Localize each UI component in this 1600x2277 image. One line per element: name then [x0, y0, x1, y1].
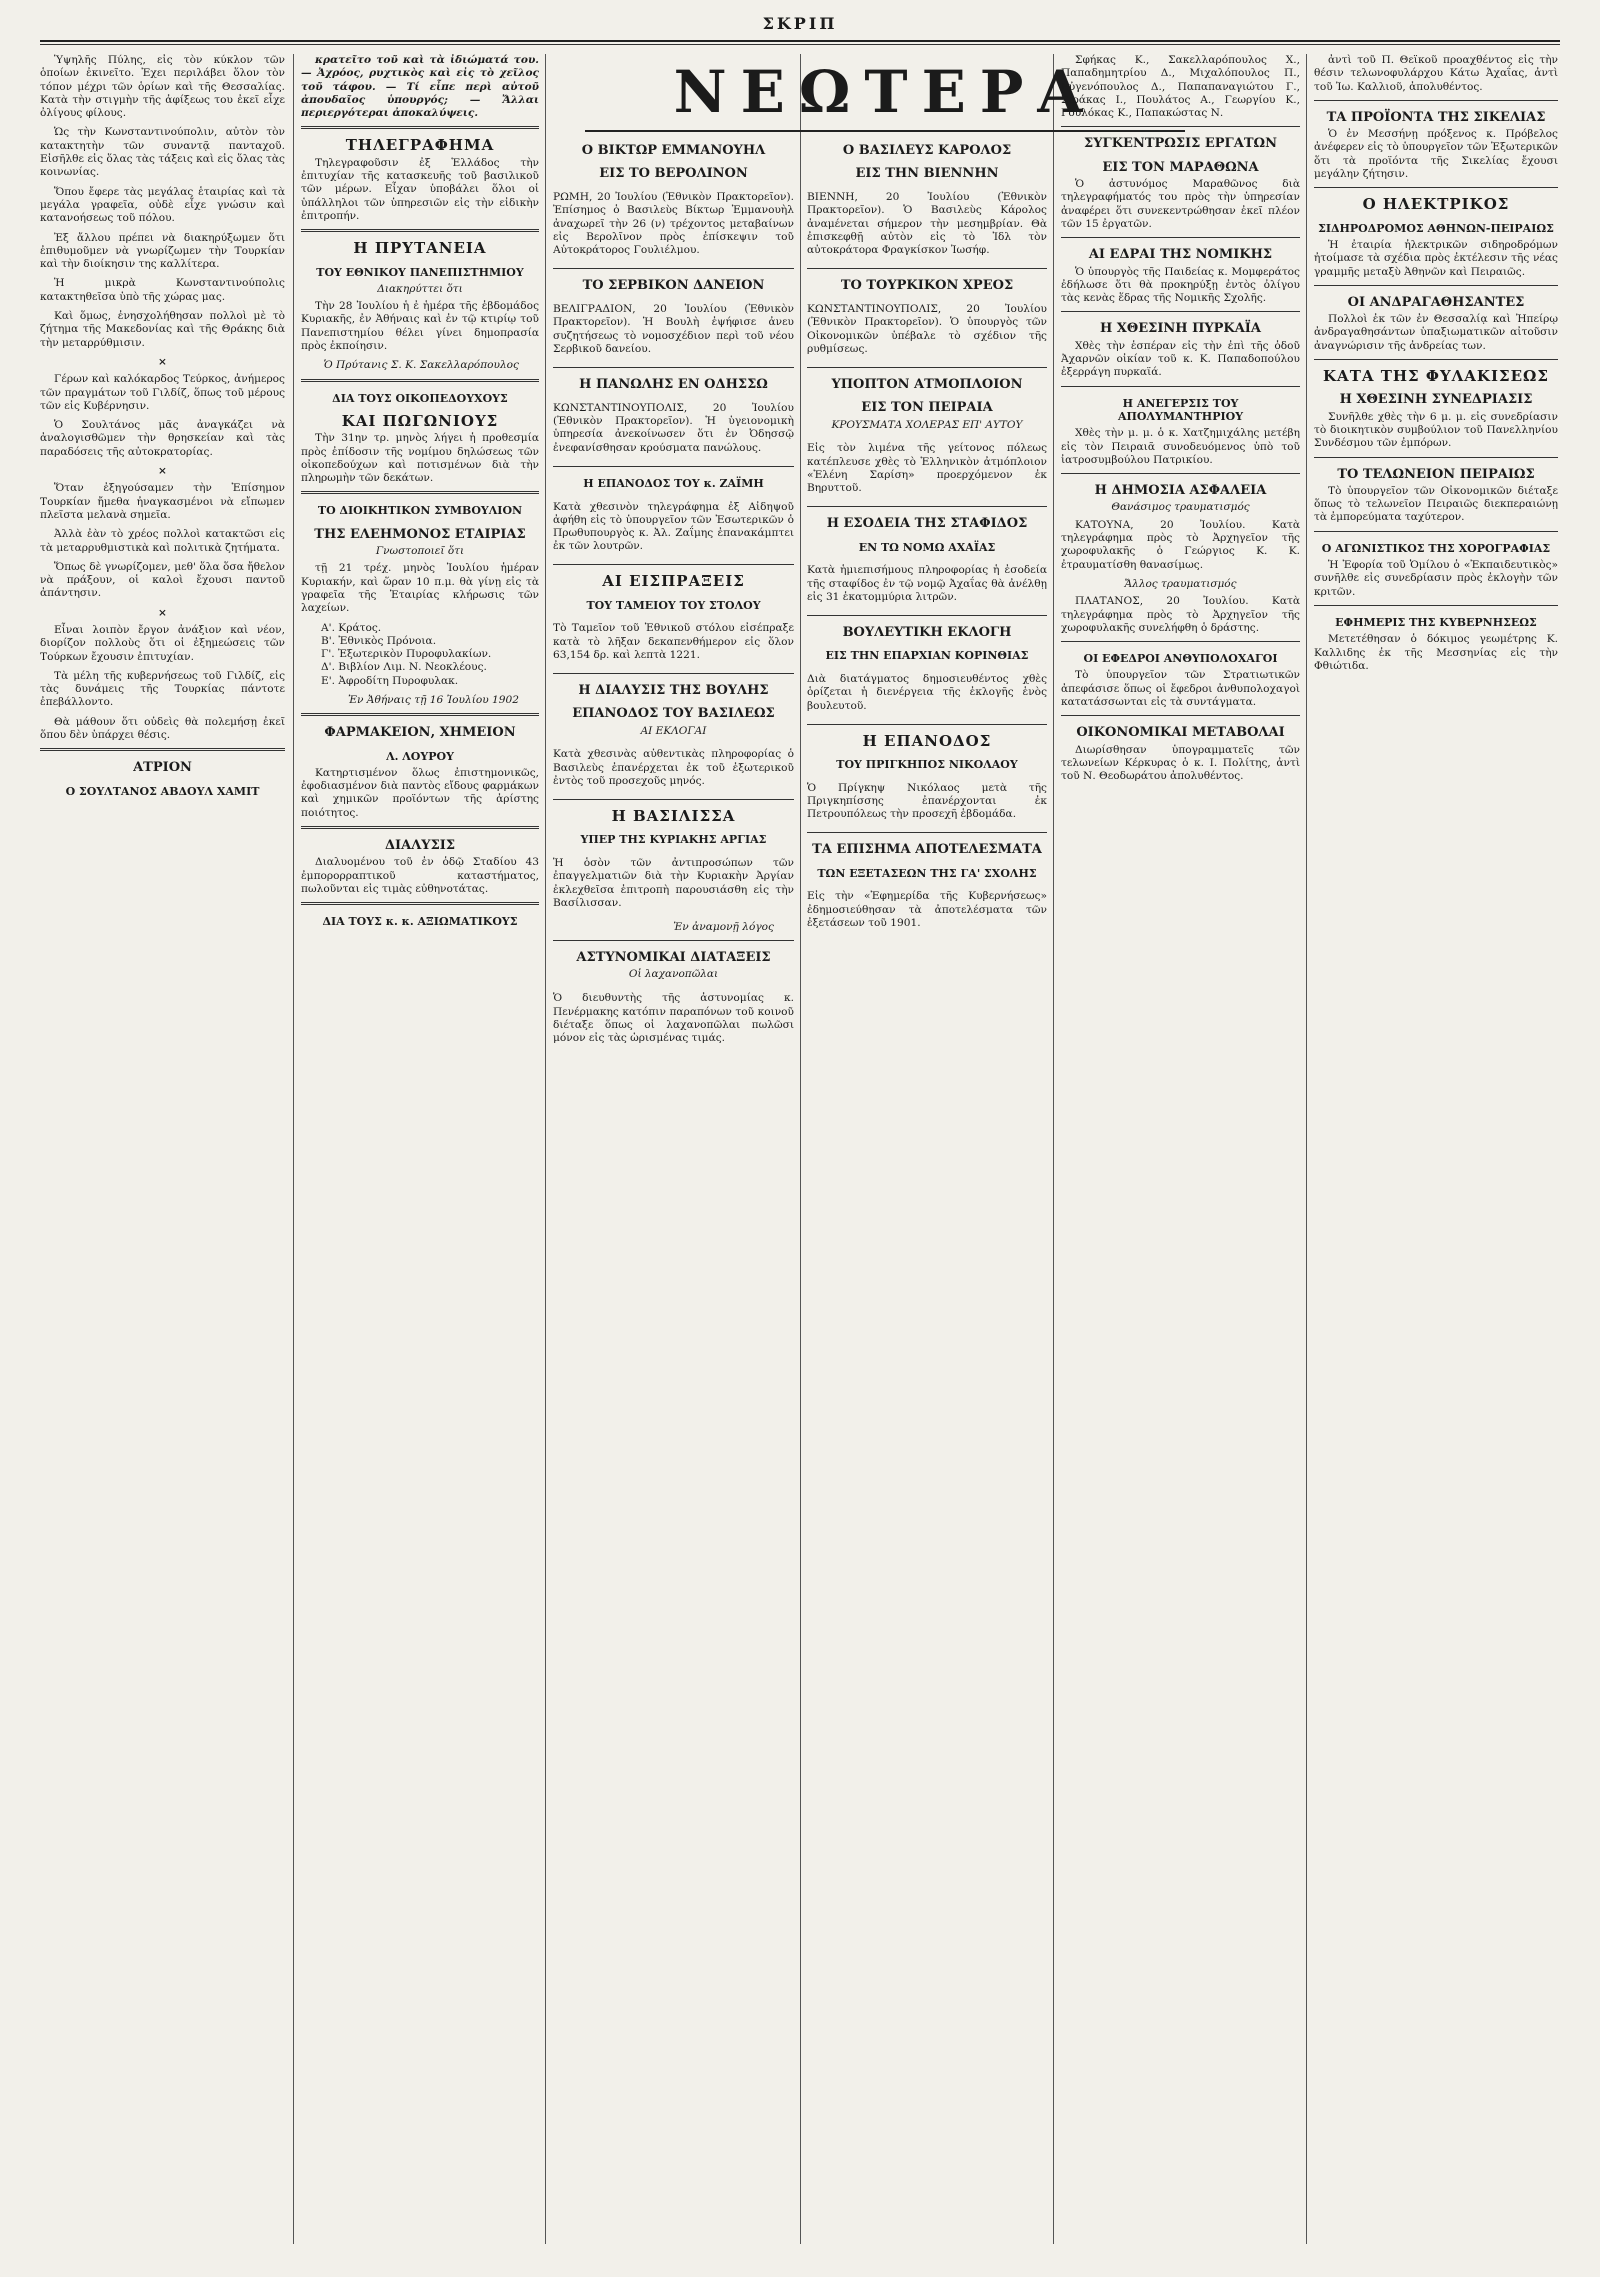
divider: [1061, 386, 1300, 387]
signature: Ἐν ἀναμονῇ λόγος: [673, 920, 774, 933]
eisprakseis-heading: ΑΙ ΕΙΣΠΡΑΞΕΙΣ: [602, 572, 745, 591]
ergaton-heading: ΣΥΓΚΕΝΤΡΩΣΙΣ ΕΡΓΑΤΩΝ: [1084, 136, 1277, 152]
karolos-subheading: ΕΙΣ ΤΗΝ ΒΙΕΝΝΗΝ: [855, 166, 999, 182]
divider: [807, 506, 1047, 507]
paragraph: Χθὲς τὴν μ. μ. ὁ κ. Χατζημιχάλης μετέβη εἰς τὸν Πειραιᾶ συνοδευόμενος ὑπὸ τοῦ ἰατροσυμβούλου Πατρικίου.: [1061, 427, 1300, 466]
atmoploion-subheading: ΕΙΣ ΤΟΝ ΠΕΙΡΑΙΑ: [861, 400, 993, 416]
paragraph: Εἰς τὴν «Ἐφημερίδα τῆς Κυβερνήσεως» ἐδημοσιεύθησαν τὰ ἀποτελέσματα τῶν ἐξετάσεων τοῦ 1901.: [807, 890, 1047, 929]
paragraph: Ὅπως δὲ γνωρίζομεν, μεθ' ὅλα ὅσα ἤθελον νὰ πράξουν, οἱ καλοὶ ἔχουσι παντοῦ ἀπάντησιν.: [40, 560, 285, 600]
panolis-heading: Η ΠΑΝΩΛΗΣ ΕΝ ΟΔΗΣΣΩ: [579, 376, 768, 392]
divider: [1061, 237, 1300, 238]
paragraph: Ὅταν ἐξηγούσαμεν τὴν Ἐπίσημον Τουρκίαν ἤμεθα ἠναγκασμένοι νὰ εἴπωμεν πλεῖστα μελανὰ σημεῖα.: [40, 482, 285, 521]
divider: [1061, 715, 1300, 716]
axiomatikous-heading: ΔΙΑ ΤΟΥΣ κ. κ. ΑΞΙΩΜΑΤΙΚΟΥΣ: [322, 915, 518, 929]
farmakeion-heading: ΦΑΡΜΑΚΕΙΟΝ, ΧΗΜΕΙΟΝ: [324, 725, 516, 741]
paragraph: Ὁ ἀστυνόμος Μαραθῶνος διὰ τηλεγραφήματός του πρὸς τὴν ὑπηρεσίαν ἀναφέρει ὅτι συνεκεντρώθησαν ἐκεῖ πλέον τῶν 15 ἐργατῶν.: [1061, 178, 1300, 230]
column-5: [1061, 54, 1300, 2244]
divider: [553, 799, 794, 800]
epanodos-subheading: ΤΟΥ ΠΡΙΓΚΗΠΟΣ ΝΙΚΟΛΑΟΥ: [836, 757, 1018, 771]
tourkikon-heading: ΤΟ ΤΟΥΡΚΙΚΟΝ ΧΡΕΟΣ: [840, 278, 1014, 294]
eleimon-announcement: Γνωστοποιεῖ ὅτι: [375, 545, 465, 558]
paragraph: Ὁ ἐν Μεσσήνῃ πρόξενος κ. Πρόβελος ἀνέφερεν εἰς τὸ ὑπουργεῖον τῶν Ἐξωτερικῶν ὅτι τὰ προϊόντα τῆς Σικελίας ἔχουσι μεγάλην ζήτησιν.: [1314, 128, 1558, 181]
anthypolochagoi-heading: ΟΙ ΕΦΕΔΡΟΙ ΑΝΘΥΠΟΛΟΧΑΓΟΙ: [1083, 652, 1278, 666]
servikon-heading: ΤΟ ΣΕΡΒΙΚΟΝ ΔΑΝΕΙΟΝ: [582, 278, 765, 294]
prize-list: [321, 622, 539, 688]
divider: [301, 491, 539, 494]
paragraph: Τὸ Ταμεῖον τοῦ Ἐθνικοῦ στόλου εἰσέπραξε κατὰ τὸ λῆξαν δεκαπενθήμερον εἰς ὅλον 63,154 δρ. καὶ λεπτὰ 1221.: [553, 622, 794, 662]
viktor-subheading: ΕΙΣ ΤΟ ΒΕΡΟΛΙΝΟΝ: [599, 166, 748, 182]
divider: [1061, 473, 1300, 474]
vasilissa-heading: Η ΒΑΣΙΛΙΣΣΑ: [611, 806, 736, 825]
fylakiseos-subheading: Η ΧΘΕΣΙΝΗ ΣΥΝΕΔΡΙΑΣΙΣ: [1339, 392, 1533, 408]
headline-deck: κρατεῖτο τοῦ καὶ τὰ ἰδιώματά του. — Ἀχρόος, ρυχτικὸς καὶ εἰς τὸ χεῖλος τοῦ τάφου. — Τί εἶπε περὶ αὐτοῦ ἀπουδαῖος ὑπουργός; — Ἄλλαι περιεργότεραι ἀποκαλύψεις.: [301, 54, 539, 120]
oikonomikai-heading: ΟΙΚΟΝΟΜΙΚΑΙ ΜΕΤΑΒΟΛΑΙ: [1076, 725, 1285, 741]
divider: [553, 940, 794, 941]
list-item: Ε'. Ἀφροδίτη Πυροφυλακ.: [321, 674, 459, 687]
divider: [553, 673, 794, 674]
asfaleia-subheading: Θανάσιμος τραυματισμός: [1111, 501, 1250, 514]
divider: [301, 902, 539, 905]
paragraph: Καὶ ὅμως, ἐνησχολήθησαν πολλοὶ μὲ τὸ ζήτημα τῆς Μακεδονίας καὶ τῆς Θράκης διὰ τὴν μεταρρύθμισιν.: [40, 310, 285, 349]
paragraph: Μετετέθησαν ὁ δόκιμος γεωμέτρης Κ. Καλλιδης ἐκ τῆς Μεσσηνίας εἰς τὴν Φθιώτιδα.: [1314, 633, 1558, 672]
paragraph: ΚΩΝΣΤΑΝΤΙΝΟΥΠΟΛΙΣ, 20 Ἰουλίου (Ἐθνικὸν Πρακτορεῖον). Ἡ ὑγειονομικὴ ὑπηρεσία ἀνεκοίνωσεν ὅτι ἐν Ὀδησσῷ ἐνεφανίσθησαν κρούσματα πανώλους.: [553, 401, 794, 454]
list-item: Γ'. Ἐξωτερικὸν Πυροφυλακίων.: [321, 648, 492, 661]
vouleftiki-heading: ΒΟΥΛΕΥΤΙΚΗ ΕΚΛΟΓΗ: [842, 624, 1012, 640]
paragraph: ΒΕΛΙΓΡΑΔΙΟΝ, 20 Ἰουλίου (Ἐθνικὸν Πρακτορεῖον). Ἡ Βουλὴ ἐψήφισε ἀνευ συζητήσεως τὸ νομοσχέδιον περὶ τοῦ νέου Σερβικοῦ δανείου.: [553, 303, 794, 356]
column-separator: [545, 54, 546, 2244]
paragraph: Ἐξ ἄλλου πρέπει νὰ διακηρύξωμεν ὅτι ἐπιθυμοῦμεν νὰ γνωρίζωμεν τὴν Τουρκίαν καὶ τὴν διοίκησιν της καλλίτερα.: [40, 231, 285, 271]
paragraph: Ὁ ὑπουργὸς τῆς Παιδείας κ. Μομφεράτος ἐδήλωσε ὅτι θὰ προκηρύξῃ ἐντὸς ὀλίγου τὰς κενὰς ἕδρας τῆς Νομικῆς Σχολῆς.: [1061, 265, 1300, 305]
divider: [1314, 285, 1558, 286]
apolymantiriou-heading: Η ΑΝΕΓΕΡΣΙΣ ΤΟΥ ΑΠΟΛΥΜΑΝΤΗΡΙΟΥ: [1117, 396, 1244, 423]
paragraph: ΚΑΤΟΥΝΑ, 20 Ἰουλίου. Κατὰ τηλεγράφημα πρὸς τὸ Ἀρχηγεῖον τῆς χωροφυλακῆς ὁ Γεώργιος Κ. Κ. ἐτραυματίσθη θανασίμως.: [1061, 518, 1300, 571]
signature: Ὁ Πρύτανις Σ. Κ. Σακελλαρόπουλος: [323, 359, 519, 372]
paragraph: Τὴν 31ην τρ. μηνὸς λήγει ἡ προθεσμία πρὸς ἐπίδοσιν τῆς νομίμου δηλώσεως τῶν οἰκοπεδούχων καὶ ποτισμένων διὰ τὴν πληρωμὴν τῶν δεκάτων.: [301, 432, 539, 485]
oikopeda-subheading: ΚΑΙ ΠΩΓΩΝΙΟΥΣ: [341, 411, 499, 430]
paragraph: ΡΩΜΗ, 20 Ἰουλίου (Ἐθνικὸν Πρακτορεῖον). Ἐπίσημος ὁ Βασιλεὺς Βίκτωρ Ἐμμανουὴλ ἀναχωρεῖ τὴν 26 (ν) τρέχοντος μεταβαίνων εἰς Βερολῖνον πρὸς ἐπίσκεψιν τοῦ Αὐτοκράτορος Γουλιέλμου.: [553, 191, 794, 257]
paragraph: ΚΩΝΣΤΑΝΤΙΝΟΥΠΟΛΙΣ, 20 Ἰουλίου (Ἐθνικὸν Πρακτορεῖον). Ὁ ὑπουργὸς τῶν Οἰκονομικῶν ὑπέβαλε τὸ σχέδιον τῆς ρυθμίσεως.: [807, 303, 1047, 356]
apotelesmata-subheading: ΤΩΝ ΕΞΕΤΑΣΕΩΝ ΤΗΣ ΓΑ' ΣΧΟΛΗΣ: [817, 866, 1037, 880]
paragraph: Ὡς τὴν Κωνσταντινούπολιν, αὐτὸν τὸν κατακτητὴν τῶν συναντᾷ πανταχοῦ. Εἰσῆλθε εἰς ὅλας τὰς τάξεις καὶ εἰς ὅλας τὰς κοινωνίας.: [40, 126, 285, 179]
list-item: Δ'. Βιβλίον Λιμ. Ν. Νεοκλέους.: [321, 661, 487, 674]
section-mark: ×: [158, 606, 167, 619]
divider: [807, 724, 1047, 725]
column-4: [807, 134, 1047, 2244]
section-mark: ×: [158, 465, 167, 478]
divider: [807, 832, 1047, 833]
teloneion-heading: ΤΟ ΤΕΛΩΝΕΙΟΝ ΠΕΙΡΑΙΩΣ: [1337, 466, 1535, 482]
sikelias-heading: ΤΑ ΠΡΟΪΟΝΤΑ ΤΗΣ ΣΙΚΕΛΙΑΣ: [1326, 109, 1546, 125]
atmoploion-heading: ΥΠΟΠΤΟΝ ΑΤΜΟΠΛΟΙΟΝ: [831, 376, 1023, 392]
epanodos-heading: Η ΕΠΑΝΟΔΟΣ: [862, 731, 992, 750]
andragathies-heading: ΟΙ ΑΝΔΡΑΓΑΘΗΣΑΝΤΕΣ: [1347, 294, 1525, 310]
column-separator: [1053, 54, 1054, 2244]
divider: [301, 713, 539, 716]
list-item: Α'. Κράτος.: [321, 621, 382, 634]
paragraph: Κατηρτισμένον ὅλως ἐπιστημονικῶς, ἐφοδιασμένον διὰ παντὸς εἴδους φαρμάκων καὶ χημικῶν προϊόντων τῆς ἀρίστης ποιότητος.: [301, 766, 539, 819]
paragraph: Τὸ ὑπουργεῖον τῶν Στρατιωτικῶν ἀπεφάσισε ὅπως οἱ ἔφεδροι ἀνθυπολοχαγοὶ κατατάσσωνται εἰς τὰ συντάγματα.: [1061, 669, 1300, 708]
sidirodromos-subheading: ΣΙΔΗΡΟΔΡΟΜΟΣ ΑΘΗΝΩΝ-ΠΕΙΡΑΙΩΣ: [1318, 221, 1554, 235]
paragraph: Τὸ ὑπουργεῖον τῶν Οἰκονομικῶν διέταξε ὅπως τὸ τελωνεῖον Πειραιῶς διεκπεραιώνῃ τὰ ἐμπορεύματα ταχύτερον.: [1314, 484, 1558, 524]
atrion-subheading: Ο ΣΟΥΛΤΑΝΟΣ ΑΒΔΟΥΛ ΧΑΜΙΤ: [65, 784, 260, 798]
divider: [301, 826, 539, 829]
newspaper-page: [40, 14, 1560, 2264]
divider: [1314, 457, 1558, 458]
paragraph: Ὅπου ἔφερε τὰς μεγάλας ἑταιρίας καὶ τὰ μεγάλα γραφεῖα, οὐδὲ εἶχε γνώσιν καὶ κατανοήσεως τοῦ πόλου.: [40, 185, 285, 225]
column-separator: [1306, 54, 1307, 2244]
divider: [553, 268, 794, 269]
divider: [1061, 641, 1300, 642]
apotelesmata-heading: ΤΑ ΕΠΙΣΗΜΑ ΑΠΟΤΕΛΕΣΜΑΤΑ: [812, 842, 1042, 858]
paragraph: Διωρίσθησαν ὑπογραμματεῖς τῶν τελωνείων Κέρκυρας ὁ κ. Ι. Πολίτης, ἀντὶ τοῦ Ν. Θεοδωράτου ἀπολυθέντος.: [1061, 743, 1300, 783]
telegraphima-heading: ΤΗΛΕΓΡΑΦΗΜΑ: [345, 136, 495, 155]
paragraph: Ἡ μικρὰ Κωνσταντινούπολις κατακτηθεῖσα ὑπὸ τῆς χώρας μας.: [40, 277, 285, 303]
paragraph: ἀντὶ τοῦ Π. Θεϊκοῦ προαχθέντος εἰς τὴν θέσιν τελωνοφυλάρχου Κάτω Ἀχαΐας, ἀντὶ τοῦ Ἰω. Καλλιοῦ, ἀπολυθέντος.: [1314, 54, 1558, 93]
paragraph: Τὰ μέλη τῆς κυβερνήσεως τοῦ Γιλδίζ, εἰς τὰς δυνάμεις τῆς Τουρκίας πάντοτε ἐπεβάλλοντο.: [40, 669, 285, 709]
atmoploion-deck: ΚΡΟΥΣΜΑΤΑ ΧΟΛΕΡΑΣ ΕΠ' ΑΥΤΟΥ: [831, 418, 1023, 431]
asfaleia-heading: Η ΔΗΜΟΣΙΑ ΑΣΦΑΛΕΙΑ: [1094, 483, 1267, 499]
efimeris-heading: ΕΦΗΜΕΡΙΣ ΤΗΣ ΚΥΒΕΡΝΗΣΕΩΣ: [1335, 615, 1537, 629]
paragraph: Κατὰ ἡμιεπισήμους πληροφορίας ἡ ἐσοδεία τῆς σταφίδος ἐν τῷ νομῷ Ἀχαΐας θὰ ἀνέλθῃ εἰς 31 ἑκατομμύρια λιτρῶν.: [807, 564, 1047, 603]
paragraph: Ὁ Πρίγκηψ Νικόλαος μετὰ τῆς Πριγκηπίσσης ἐπανέρχονται ἐκ Πετρουπόλεως τὴν προσεχῆ ἑβδομάδα.: [807, 781, 1047, 821]
divider: [807, 367, 1047, 368]
section-mark: ×: [158, 355, 167, 368]
boulis-heading: Η ΔΙΑΛΥΣΙΣ ΤΗΣ ΒΟΥΛΗΣ: [578, 682, 769, 698]
zaimi-heading: Η ΕΠΑΝΟΔΟΣ ΤΟΥ κ. ΖΑΪΜΗ: [583, 476, 764, 490]
prytaneia-heading: Η ΠΡΥΤΑΝΕΙΑ: [353, 239, 487, 258]
stafidos-subheading: ΕΝ ΤΩ ΝΟΜΩ ΑΧΑΪΑΣ: [858, 540, 996, 554]
list-item: Β'. Ἐθνικὸς Πρόνοια.: [321, 634, 437, 647]
vasilissa-subheading: ΥΠΕΡ ΤΗΣ ΚΥΡΙΑΚΗΣ ΑΡΓΙΑΣ: [580, 833, 767, 847]
divider: [1061, 126, 1300, 127]
astronomikai-subheading: Οἱ λαχανοπῶλαι: [628, 968, 719, 981]
paragraph: Σφήκας Κ., Σακελλαρόπουλος Χ., Παπαδημητρίου Δ., Μιχαλόπουλος Π., Εὐγενόπουλος Δ., Παπαπαναγιώτου Γ., Σιράκας Ι., Πουλάτος Α., Γεωργίου Κ., Γουλόκας Κ., Παπακώστας Ν.: [1061, 54, 1300, 120]
prytaneia-subheading: ΤΟΥ ΕΘΝΙΚΟΥ ΠΑΝΕΠΙΣΤΗΜΙΟΥ: [316, 265, 524, 279]
eleimon-heading: ΤΟ ΔΙΟΙΚΗΤΙΚΟΝ ΣΥΜΒΟΥΛΙΟΝ: [317, 504, 523, 518]
divider: [1314, 531, 1558, 532]
paragraph: Γέρων καὶ καλόκαρδος Τεύρκος, ἀνήμερος τῶν πραγμάτων τοῦ Γιλδίζ, ὅπως τοῦ μέρους τῶν εἰς Κυβέρνησιν.: [40, 373, 285, 412]
paragraph: Συνῆλθε χθὲς τὴν 6 μ. μ. εἰς συνεδρίασιν τὸ διοικητικὸν συμβούλιον τοῦ Πανελληνίου Συνδέσμου τῶν ἐμπόρων.: [1314, 410, 1558, 450]
divider: [301, 126, 539, 129]
paragraph: Ὑψηλῆς Πύλης, εἰς τὸν κύκλον τῶν ὁποίων ἐκινεῖτο. Ἐχει περιλάβει ὅλον τὸν τόπον μέχρι τῶν ὁρίων καὶ τῆς Θεσσαλίας. Κατὰ τὴν στιγμὴν τῆς ἀφίξεως του ἐκεῖ εἶχε ὀλίγους φίλους.: [40, 54, 285, 120]
ekloges-subheading: ΑΙ ΕΚΛΟΓΑΙ: [640, 724, 707, 737]
paragraph: Ὁ Σουλτάνος μᾶς ἀναγκάζει νὰ ἀναλογισθῶμεν τὴν θρησκείαν καὶ τὰς παραδόσεις τῆς αὐτοκρατορίας.: [40, 419, 285, 458]
farmakeion-subheading: Λ. ΛΟΥΡΟΥ: [386, 749, 454, 763]
column-separator: [293, 54, 294, 2244]
fylakiseos-heading: ΚΑΤΑ ΤΗΣ ΦΥΛΑΚΙΣΕΩΣ: [1323, 367, 1549, 386]
dialysis-heading: ΔΙΑΛΥΣΙΣ: [384, 838, 456, 854]
sidirodromos-heading: Ο ΗΛΕΚΤΡΙΚΟΣ: [1362, 195, 1510, 214]
divider: [807, 615, 1047, 616]
eisprakseis-subheading: ΤΟΥ ΤΑΜΕΙΟΥ ΤΟΥ ΣΤΟΛΟΥ: [586, 598, 761, 612]
divider: [553, 466, 794, 467]
column-separator: [800, 54, 801, 2244]
paragraph: Διαλυομένου τοῦ ἐν ὁδῷ Σταδίου 43 ἐμπορορραπτικοῦ καταστήματος, πωλοῦνται εἰς τιμὰς εὐθηνοτάτας.: [301, 856, 539, 895]
divider: [553, 367, 794, 368]
viktor-heading: Ο ΒΙΚΤΩΡ ΕΜΜΑΝΟΥΗΛ: [581, 143, 766, 158]
vouleftiki-subheading: ΕΙΣ ΤΗΝ ΕΠΑΡΧΙΑΝ ΚΟΡΙΝΘΙΑΣ: [825, 649, 1029, 663]
divider: [301, 229, 539, 232]
paragraph: Εἰς τὸν λιμένα τῆς γείτονος πόλεως κατέπλευσε χθὲς τὸ Ἑλληνικὸν ἀτμόπλοιον «Ἑλένη Σαρίση» προερχόμενον ἐκ Βηρυττοῦ.: [807, 442, 1047, 495]
atrion-heading: ΑΤΡΙΟΝ: [133, 760, 192, 776]
divider: [807, 268, 1047, 269]
divider: [40, 748, 285, 751]
boulis-subheading: ΕΠΑΝΟΔΟΣ ΤΟΥ ΒΑΣΙΛΕΩΣ: [572, 706, 775, 722]
paragraph: Ὁ διευθυντὴς τῆς ἀστυνομίας κ. Πενέρμακης κατόπιν παραπόνων τοῦ κοινοῦ διέταξε ὅπως οἱ λαχανοπῶλαι πωλῶσι μόνον εἰς τὰς ὡρισμένας τιμάς.: [553, 992, 794, 1045]
pyrkaia-heading: Η ΧΘΕΣΙΝΗ ΠΥΡΚΑΪΑ: [1100, 321, 1261, 337]
paragraph: Χθὲς τὴν ἑσπέραν εἰς τὴν ἐπὶ τῆς ὁδοῦ Ἀχαρνῶν οἰκίαν τοῦ κ. Κ. Παπαδοπούλου ἐξερράγη πυρκαϊά.: [1061, 339, 1300, 379]
paragraph: Θὰ μάθουν ὅτι οὐδεὶς θὰ πολεμήσῃ ἐκεῖ ὅπου δὲν ὑπάρχει θέσις.: [40, 715, 285, 742]
column-1: [40, 54, 285, 2244]
signature: Ἐν Ἀθήναις τῇ 16 Ἰουλίου 1902: [347, 693, 519, 706]
divider: [1061, 311, 1300, 312]
masthead: ΣΚΡΙΠ: [40, 14, 1560, 42]
paragraph: Τηλεγραφοῦσιν ἐξ Ἑλλάδος τὴν ἐπιτυχίαν τῆς κατασκευῆς τοῦ βασιλικοῦ τῶν μέρων. Εἶχαν ὑποβάλει ὅλοι οἱ ὑπάλληλοι τῶν ὑπηρεσιῶν εἰς τὴν εἰδικὴν ἐπιτροπήν.: [301, 156, 539, 222]
asfaleia-subheading-2: Ἄλλος τραυματισμός: [1124, 577, 1237, 590]
oikopeda-heading: ΔΙΑ ΤΟΥΣ ΟΙΚΟΠΕΔΟΥΧΟΥΣ: [332, 391, 508, 405]
karolos-heading: Ο ΒΑΣΙΛΕΥΣ ΚΑΡΟΛΟΣ: [842, 143, 1012, 158]
neotera-banner: ΝΕΩΤΕΡΑ: [585, 54, 1185, 132]
divider: [301, 379, 539, 382]
paragraph: Τὴν 28 Ἰουλίου ἡ ἐ ἡμέρα τῆς ἑβδομάδος Κυριακῆς, ἐν Ἀθήναις καὶ ἐν τῷ κτιρίῳ τοῦ Πανεπιστημίου θέλει γίνει δημοπρασία πρὸς ἐκποίησιν.: [301, 300, 539, 353]
paragraph: ΒΙΕΝΝΗ, 20 Ἰουλίου (Ἐθνικὸν Πρακτορεῖον). Ὁ Βασιλεὺς Κάρολος ἀναμένεται σήμερον τὴν μεσημβρίαν. Θὰ ἐπισκεφθῇ αὐτὸν εἰς τὸ Ἰδλ τὸν αὐτοκράτορα Φραγκίσκον Ἰωσήφ.: [807, 191, 1047, 257]
paragraph: Ἀλλὰ ἐὰν τὸ χρέος πολλοὶ κατακτῶσι εἰς τὰ μεταρρυθμιστικὰ καὶ πολιτικὰ ζητήματα.: [40, 528, 285, 554]
paragraph: Ἡ ἐταιρία ἠλεκτρικῶν σιδηροδρόμων ἠτοίμασε τὰ σχέδια πρὸς ἐκτέλεσιν τῆς νέας γραμμῆς μεταξὺ Ἀθηνῶν καὶ Πειραιῶς.: [1314, 238, 1558, 278]
paragraph: Ἡ Ἐφορία τοῦ Ὁμίλου ὁ «Ἐκπαιδευτικὸς» συνῆλθε εἰς συνεδρίασιν πρὸς ἐκλογὴν τῶν κριτῶν.: [1314, 559, 1558, 598]
paragraph: Πολλοὶ ἐκ τῶν ἐν Θεσσαλίᾳ καὶ Ἠπείρῳ ἀνδραγαθησάντων ὑπαξιωματικῶν αἰτοῦσιν ἀναγνώρισιν τῆς ἀνδρείας των.: [1314, 313, 1558, 352]
column-6: [1314, 54, 1558, 2244]
column-3: [553, 134, 794, 2244]
column-2: [301, 54, 539, 2244]
paragraph: Διὰ διατάγματος δημοσιευθέντος χθὲς ὁρίζεται ἡ διενέργεια τῆς ἐκλογῆς ἑνὸς βουλευτοῦ.: [807, 673, 1047, 712]
paragraph: Κατὰ χθεσινὰς αὐθεντικὰς πληροφορίας ὁ Βασιλεὺς ἐπανέρχεται ἐκ τοῦ ἐξωτερικοῦ ἐντὸς τοῦ προσεχοῦς μηνός.: [553, 748, 794, 788]
prytaneia-announcement: Διακηρύττει ὅτι: [377, 282, 463, 295]
choreftria-heading: Ο ΑΓΩΝΙΣΤΙΚΟΣ ΤΗΣ ΧΟΡΟΓΡΑΦΙΑΣ: [1321, 541, 1551, 555]
stafidos-heading: Η ΕΣΟΔΕΙΑ ΤΗΣ ΣΤΑΦΙΔΟΣ: [826, 516, 1028, 532]
paragraph: Εἶναι λοιπὸν ἔργον ἀνάξιον καὶ νέον, διορίζον πολλοὺς ὅτι οἱ ἐξημεώσεις τῶν Τούρκων ἔχουσιν ἐπιτυχίαν.: [40, 623, 285, 663]
nomikis-heading: ΑΙ ΕΔΡΑΙ ΤΗΣ ΝΟΜΙΚΗΣ: [1088, 247, 1273, 263]
eleimon-subheading: ΤΗΣ ΕΛΕΗΜΟΝΟΣ ΕΤΑΙΡΙΑΣ: [314, 526, 526, 542]
paragraph: ΠΛΑΤΑΝΟΣ, 20 Ἰουλίου. Κατὰ τηλεγράφημα πρὸς τὸ Ἀρχηγεῖον τῆς χωροφυλακῆς συνελήφθη ὁ δράστης.: [1061, 595, 1300, 634]
divider: [1314, 100, 1558, 101]
paragraph: Ἡ ὁσὸν τῶν ἀντιπροσώπων τῶν ἐπαγγελματιῶν διὰ τὴν Κυριακὴν Ἀργίαν ἐκλεχθεῖσα ἐπιτροπὴ παρουσιάσθη εἰς τὴν Βασίλισσαν.: [553, 857, 794, 909]
astronomikai-heading: ΑΣΤΥΝΟΜΙΚΑΙ ΔΙΑΤΑΞΕΙΣ: [576, 950, 771, 966]
divider: [1314, 187, 1558, 188]
paragraph: Κατὰ χθεσινὸν τηλεγράφημα ἐξ Αἰδηψοῦ ἀφήθη εἰς τὸ ὑπουργεῖον τῶν Ἐσωτερικῶν ὁ Πρωθυπουργὸς κ. Ἀλ. Ζαΐμης ἐπανακάμπτει ἐκ τῶν λουτρῶν.: [553, 500, 794, 553]
paragraph: τῇ 21 τρέχ. μηνὸς Ἰουλίου ἡμέραν Κυριακήν, καὶ ὥραν 10 π.μ. θὰ γίνῃ εἰς τὰ γραφεῖα τῆς Ἑταιρίας κλήρωσις τῶν λαχείων.: [301, 562, 539, 615]
divider: [1314, 359, 1558, 360]
ergaton-subheading: ΕΙΣ ΤΟΝ ΜΑΡΑΘΩΝΑ: [1102, 159, 1259, 175]
divider: [553, 564, 794, 565]
divider: [1314, 605, 1558, 606]
masthead-rule: [40, 44, 1560, 45]
